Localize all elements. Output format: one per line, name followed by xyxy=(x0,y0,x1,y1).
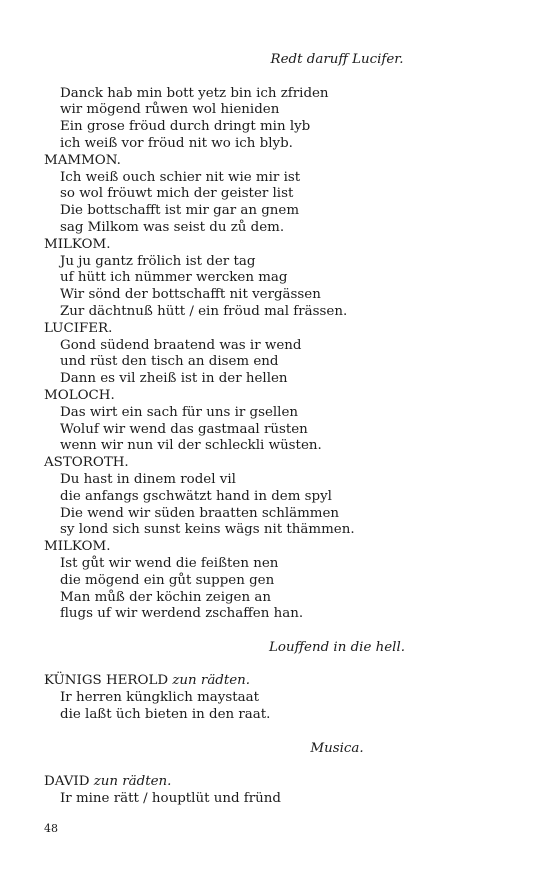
blank-line xyxy=(44,69,510,86)
verse-line: Du hast in dinem rodel vil xyxy=(60,471,236,487)
verse-line: und rüst den tisch an disem end xyxy=(60,354,279,370)
blank-line xyxy=(44,724,510,741)
verse-line: Gond südend braatend was ir wend xyxy=(60,337,302,353)
verse-line: Die bottschafft ist mir gar an gnem xyxy=(60,203,300,219)
speaker-heading xyxy=(44,237,510,254)
verse-line: Ist gůt wir wend die feißten nen xyxy=(60,555,279,571)
verse-line: Danck hab min bott yetz bin ich zfriden xyxy=(60,85,329,101)
speaker-direction: zun rädten. xyxy=(93,774,172,790)
verse-line: Wir sönd der bottschafft nit vergässen xyxy=(60,287,321,303)
speaker-name: ASTOROTH. xyxy=(44,455,129,471)
verse-line: Ir herren küngklich maystaat xyxy=(60,690,259,706)
stage-direction: Redt daruff Lucifer. xyxy=(270,52,404,67)
speaker-name: MILKOM. xyxy=(44,236,111,252)
verse-line: uf hütt ich nümmer wercken mag xyxy=(60,270,288,286)
blank-line xyxy=(44,623,510,640)
stage-direction: Musica. xyxy=(310,740,364,756)
verse-line: sag Milkom was seist du zů dem. xyxy=(60,219,285,235)
verse-line: Dann es vil zheiß ist in der hellen xyxy=(60,371,288,387)
verse-line: Zur dächtnuß hütt / ein fröud mal frässen. xyxy=(60,303,348,319)
speaker-name: MILKOM. xyxy=(44,539,111,555)
speaker-name: MAMMON. xyxy=(44,152,121,168)
speaker-name: LUCIFER. xyxy=(44,320,113,336)
speaker-name: KÜNIGS HEROLD xyxy=(44,673,169,689)
blank-line xyxy=(44,757,510,774)
speaker-direction: zun rädten. xyxy=(172,673,251,689)
speaker-heading xyxy=(44,455,510,472)
speaker-heading xyxy=(44,321,510,338)
play-text xyxy=(44,52,510,808)
verse-line: Das wirt ein sach für uns ir gsellen xyxy=(60,404,298,420)
verse-line: Ich weiß ouch schier nit wie mir ist xyxy=(60,169,301,185)
verse-line: die anfangs gschwätzt hand in dem spyl xyxy=(60,488,332,504)
verse-line: Man můß der köchin zeigen an xyxy=(60,589,271,605)
verse-line: die mögend ein gůt suppen gen xyxy=(60,572,275,588)
speaker-heading xyxy=(44,388,510,405)
verse-line: Woluf wir wend das gastmaal rüsten xyxy=(60,421,308,437)
stage-direction: Louffend in die hell. xyxy=(268,639,405,655)
verse-line: flugs uf wir werdend zschaffen han. xyxy=(60,606,304,622)
speaker-heading xyxy=(44,774,510,791)
verse-line: wenn wir nun vil der schleckli wüsten. xyxy=(60,438,322,454)
verse-line: Ju ju gantz frölich ist der tag xyxy=(60,253,256,269)
verse-line: Ein grose fröud durch dringt min lyb xyxy=(60,119,311,135)
verse-line: wir mögend růwen wol hieniden xyxy=(60,102,280,118)
page-number: 48 xyxy=(44,822,58,835)
speaker-heading xyxy=(44,673,510,690)
verse-line: sy lond sich sunst keins wägs nit thämmen. xyxy=(60,522,355,538)
verse-line: ich weiß vor fröud nit wo ich blyb. xyxy=(60,135,293,151)
speaker-name: DAVID xyxy=(44,774,90,790)
verse-line: Die wend wir süden braatten schlämmen xyxy=(60,505,340,521)
speaker-heading xyxy=(44,153,510,170)
speaker-heading xyxy=(44,539,510,556)
verse-line: die laßt üch bieten in den raat. xyxy=(60,707,271,723)
speaker-name: MOLOCH. xyxy=(44,387,115,403)
verse-line: Ir mine rätt / houptlüt und fründ xyxy=(60,791,281,807)
verse-line: so wol fröuwt mich der geister list xyxy=(60,186,294,202)
blank-line xyxy=(44,657,510,674)
